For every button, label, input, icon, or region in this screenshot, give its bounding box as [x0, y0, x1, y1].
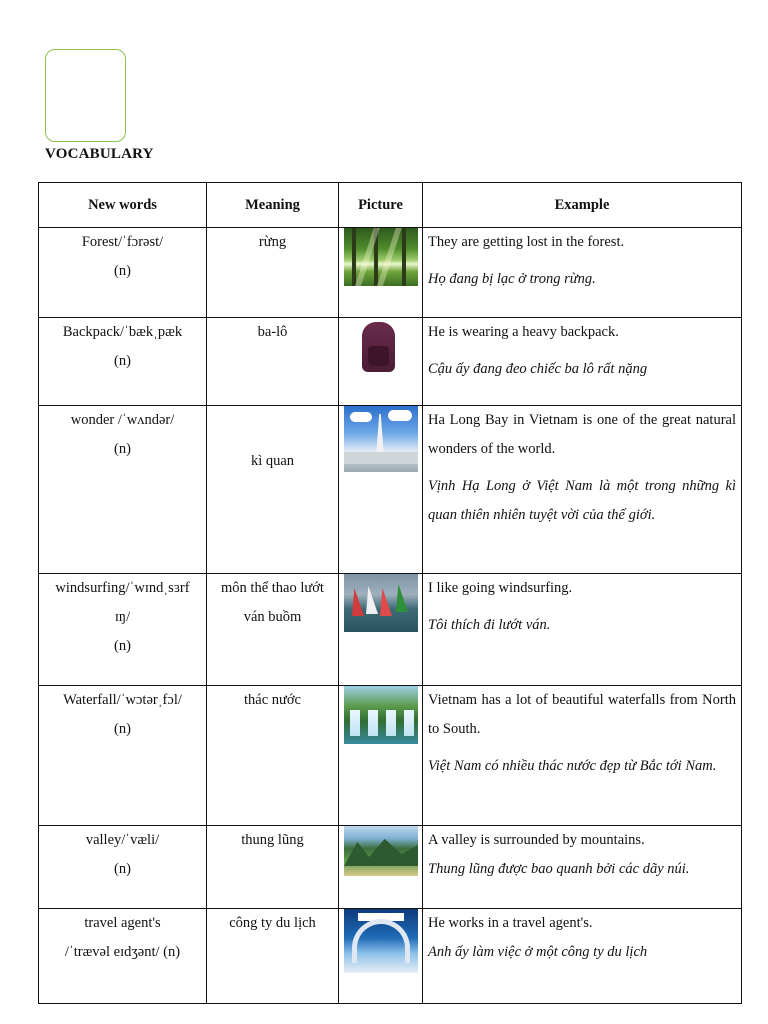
meaning-cell: [207, 686, 339, 826]
word-term: valley/ˈvæli/: [85, 832, 160, 848]
example-vietnamese: Thung lũng được bao quanh bởi các dãy núi.: [428, 861, 690, 877]
table-row: [39, 406, 742, 574]
example-english: They are getting lost in the forest.: [428, 234, 625, 250]
example-english: Ha Long Bay in Vietnam is one of the great natural wonders of the world.: [428, 412, 736, 457]
table-row: [39, 228, 742, 318]
windsurfing-image: [344, 574, 418, 632]
meaning-text: môn thể thao lướt ván buồm: [221, 580, 324, 625]
meaning-cell: [207, 826, 339, 909]
example-cell: [423, 318, 742, 406]
meaning-text: công ty du lịch: [229, 915, 316, 931]
example-english: A valley is surrounded by mountains.: [428, 832, 645, 848]
meaning-cell: [207, 406, 339, 574]
word-term: windsurfing/ˈwɪndˌsɜrf: [55, 580, 190, 596]
word-term: travel agent's: [84, 915, 161, 931]
picture-cell: [339, 909, 423, 1004]
picture-cell: [339, 406, 423, 574]
table-row: [39, 826, 742, 909]
meaning-cell: [207, 909, 339, 1004]
example-vietnamese: Họ đang bị lạc ở trong rừng.: [428, 271, 596, 287]
example-vietnamese: Việt Nam có nhiều thác nước đẹp từ Bắc tới Nam.: [428, 758, 717, 774]
table-header-row: [39, 183, 742, 228]
meaning-text: thung lũng: [241, 832, 304, 848]
picture-cell: [339, 686, 423, 826]
picture-cell: [339, 826, 423, 909]
word-term: Waterfall/ˈwɔtərˌfɔl/: [63, 692, 182, 708]
example-cell: [423, 228, 742, 318]
word-cell: [39, 228, 207, 318]
header-picture: Picture: [339, 183, 423, 228]
header-meaning: Meaning: [207, 183, 339, 228]
word-term: Backpack/ˈbækˌpæk: [62, 324, 183, 340]
table-row: [39, 686, 742, 826]
waterfall-image: [344, 686, 418, 744]
section-heading: VOCABULARY: [45, 146, 154, 162]
word-type: (n): [114, 638, 131, 654]
word-cell: [39, 686, 207, 826]
picture-cell: [339, 318, 423, 406]
example-vietnamese: Cậu ấy đang đeo chiếc ba lô rất nặng: [428, 361, 648, 377]
word-pronunciation: /ˈtrævəl eɪdʒənt/ (n): [64, 944, 181, 960]
example-cell: [423, 909, 742, 1004]
meaning-text: ba-lô: [257, 324, 288, 340]
word-cell: [39, 574, 207, 686]
table-row: [39, 574, 742, 686]
example-english: He works in a travel agent's.: [428, 915, 593, 931]
example-vietnamese: Anh ấy làm việc ở một công ty du lịch: [428, 944, 648, 960]
table-row: [39, 909, 742, 1004]
word-cell: [39, 826, 207, 909]
header-example: Example: [423, 183, 742, 228]
word-cell: [39, 406, 207, 574]
example-cell: [423, 686, 742, 826]
meaning-cell: [207, 318, 339, 406]
wonder-image: [344, 406, 418, 472]
word-type: (n): [114, 441, 131, 457]
word-type: (n): [114, 353, 131, 369]
word-type: (n): [114, 721, 131, 737]
example-cell: [423, 574, 742, 686]
example-vietnamese: Tôi thích đi lướt ván.: [428, 617, 551, 633]
word-term-continued: ɪŋ/: [114, 609, 131, 625]
travel-agent-image: [344, 909, 418, 973]
example-english: Vietnam has a lot of beautiful waterfalls from North to South.: [428, 692, 736, 737]
forest-image: [344, 228, 418, 286]
table-row: [39, 318, 742, 406]
meaning-text: thác nước: [244, 692, 301, 708]
meaning-text: kì quan: [250, 453, 295, 469]
example-english: He is wearing a heavy backpack.: [428, 324, 619, 340]
example-vietnamese: Vịnh Hạ Long ở Việt Nam là một trong những kì quan thiên nhiên tuyệt vời của thế giới.: [428, 478, 736, 523]
word-term: Forest/ˈfɔrəst/: [81, 234, 164, 250]
page-badge-frame: [45, 49, 126, 142]
meaning-text: rừng: [258, 234, 287, 250]
picture-cell: [339, 228, 423, 318]
valley-image: [344, 826, 418, 876]
meaning-cell: [207, 228, 339, 318]
header-new-words: New words: [39, 183, 207, 228]
word-cell: [39, 318, 207, 406]
vocabulary-table: [38, 182, 742, 1004]
picture-cell: [339, 574, 423, 686]
word-term: wonder /ˈwʌndər/: [70, 412, 175, 428]
example-english: I like going windsurfing.: [428, 580, 573, 596]
example-cell: [423, 406, 742, 574]
word-type: (n): [114, 263, 131, 279]
word-type: (n): [114, 861, 131, 877]
example-cell: [423, 826, 742, 909]
word-cell: [39, 909, 207, 1004]
backpack-image: [344, 318, 418, 376]
meaning-cell: [207, 574, 339, 686]
